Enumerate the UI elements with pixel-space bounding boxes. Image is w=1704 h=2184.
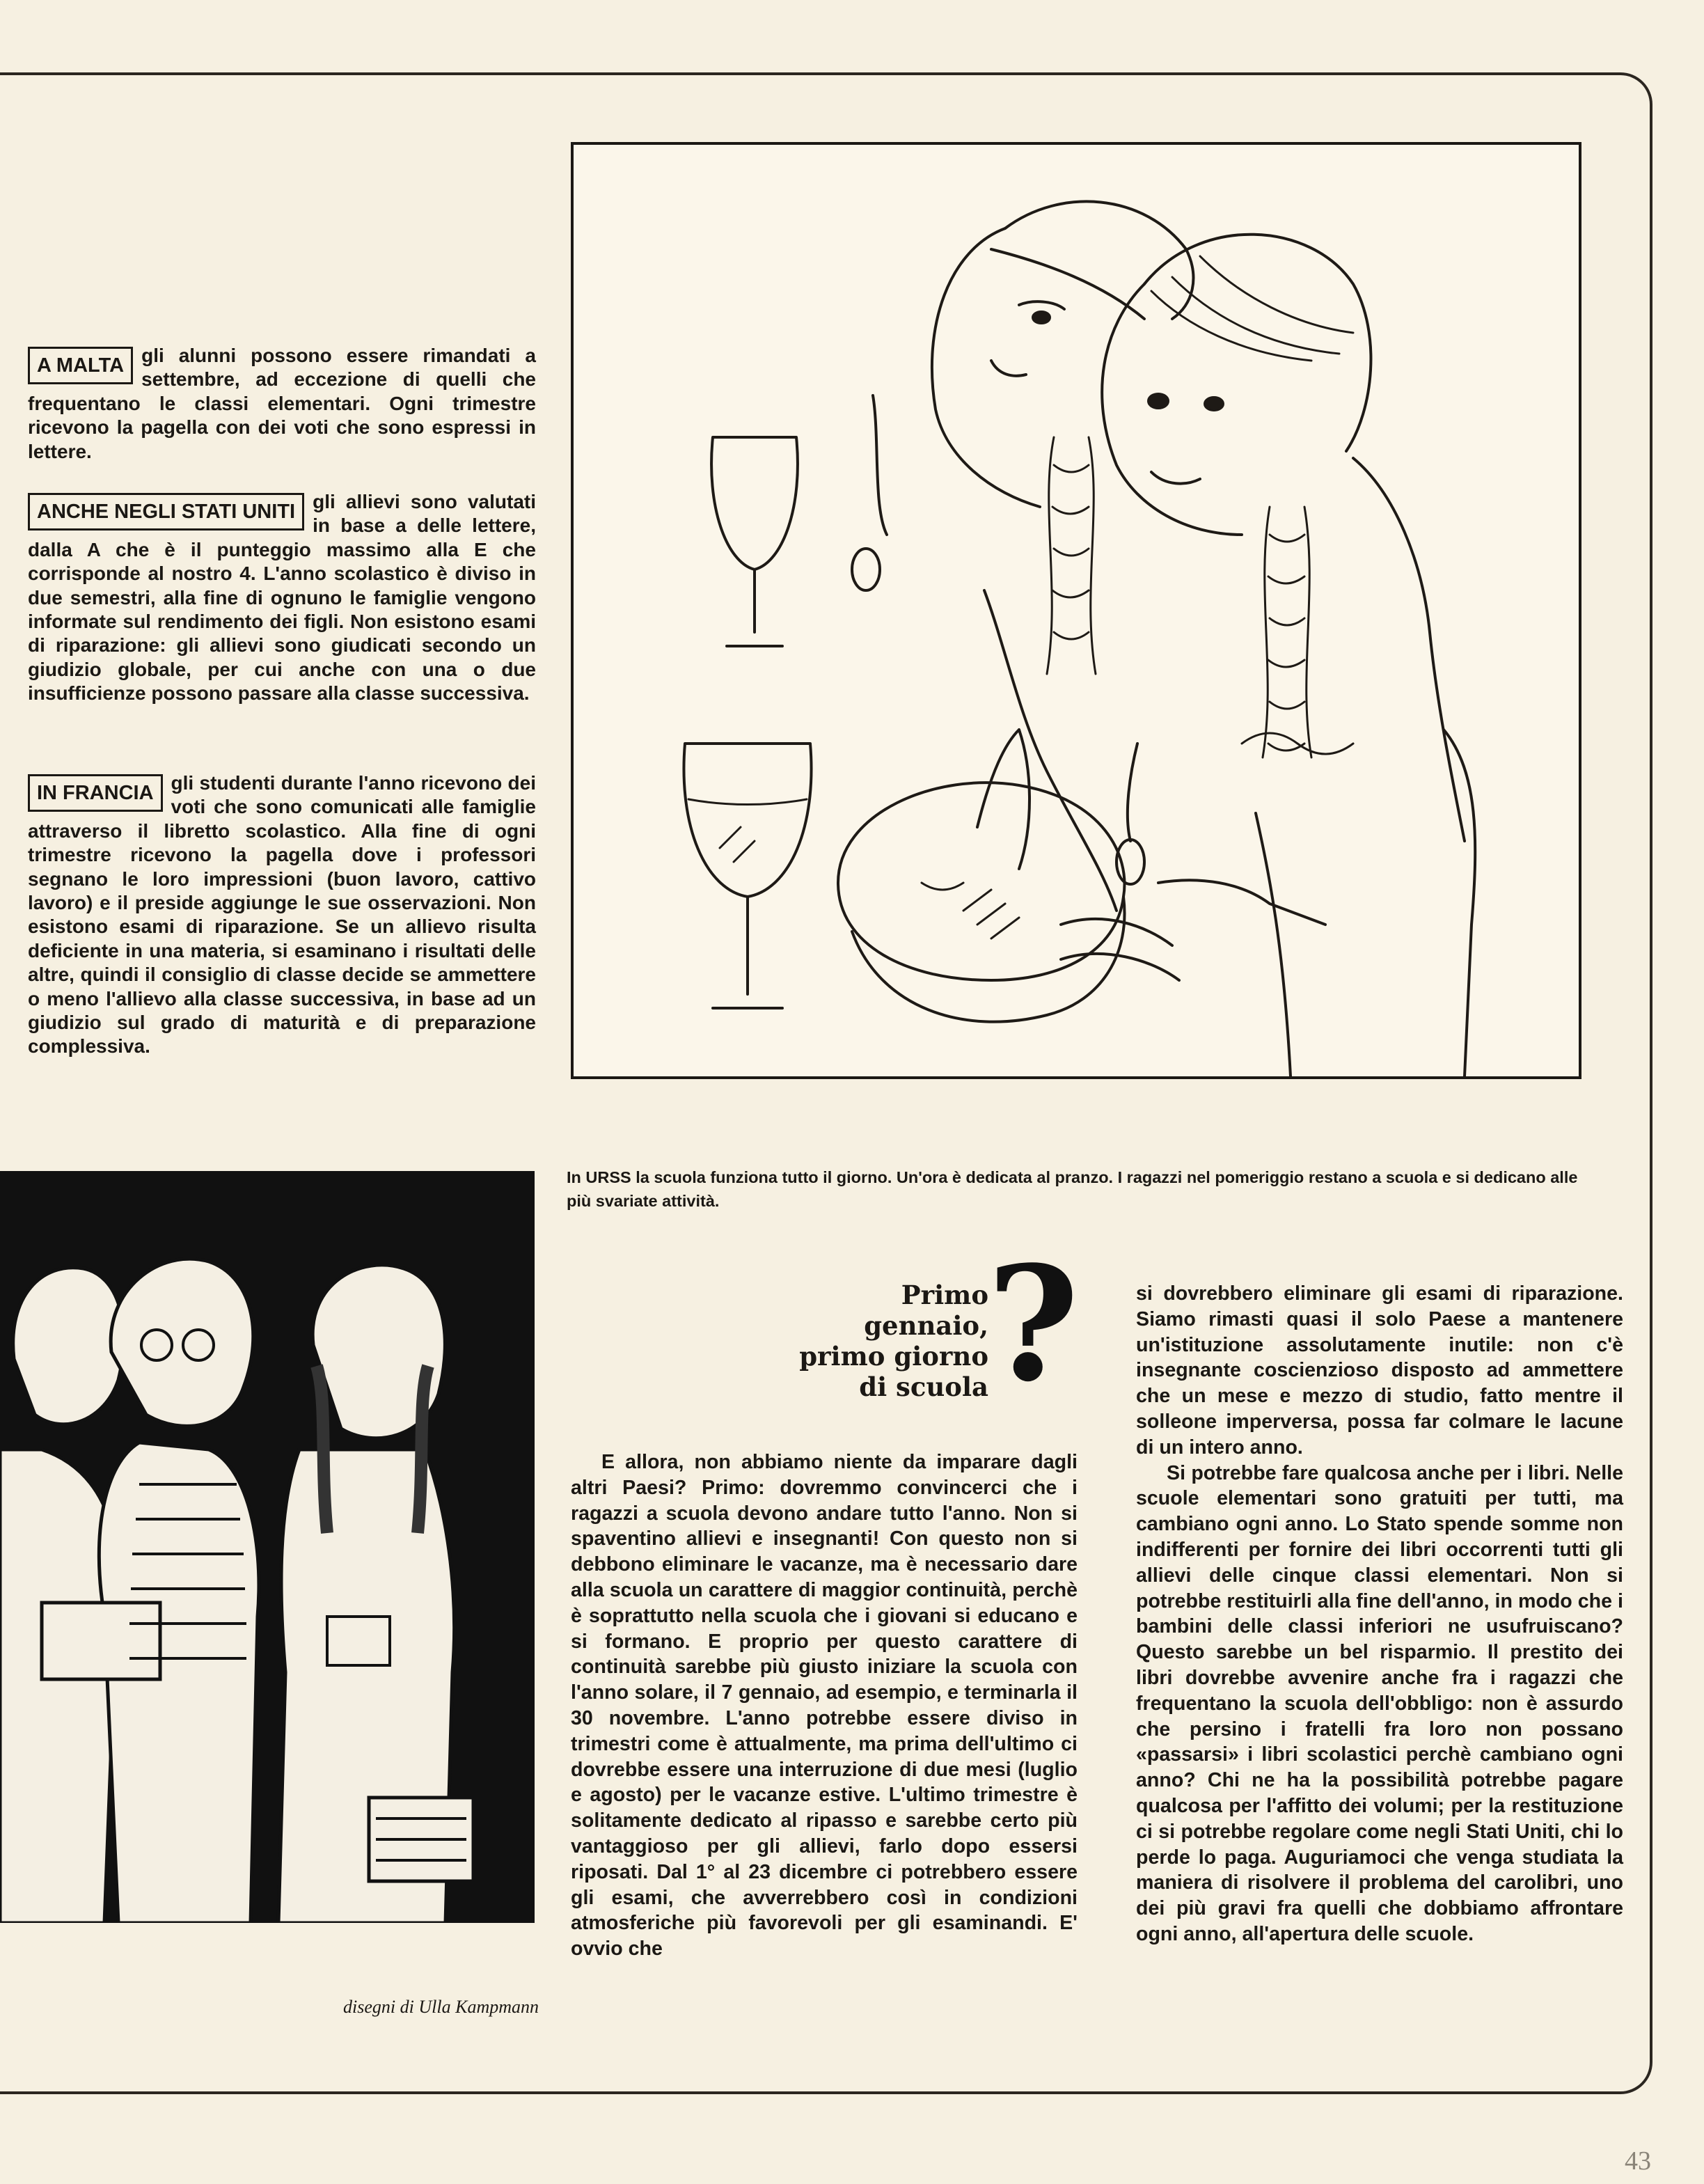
- wine-glass: [711, 437, 798, 569]
- article-paragraph: Si potrebbe fare qualcosa anche per i libri. Nelle scuole elementari sono gratuiti per tutti, ma cambiano ogni anno. Lo Stato spende somme non indifferenti per fornire dei libri occorrenti tutti gli allievi delle cinque classi elementari. Non si potrebbe restituirli alla fine dell'anno, in modo che i bambini delle classi inferiori ne usufruiscano? Questo sarebbe un bel risparmio. Il prestito dei libri dovrebbe avvenire anche fra i ragazzi che frequentano la scuola dell'obbligo: non è assurdo che persino i fratelli fra loro non possano «passarsi» i libri scolastici perchè cambiano ogni anno? Chi ne ha la possibilità potrebbe pagare qualcosa per l'affitto dei volumi; per la restituzione ci si potrebbe regolare come negli Stati Uniti, chi lo perde lo paga. Auguriamoci che venga studiata la maniera di risolvere il problema del carolibri, uno dei più gravi fra quelli che dobbiamo affrontare ogni anno, all'apertura delle scuole.: [1136, 1461, 1623, 1945]
- section-france: [28, 771, 536, 1059]
- headline-line: primo giorno: [799, 1341, 988, 1372]
- illustration-caption: In URSS la scuola funziona tutto il giorno. Un'ora è dedicata al pranzo. I ragazzi nel pomeriggio restano a scuola e si dedicano alle più svariate attività.: [567, 1168, 1578, 1210]
- illustration-credit: disegni di Ulla Kampmann: [343, 1997, 539, 2017]
- drawing-girls-lunch: [574, 145, 1579, 1076]
- drawing-children-books: [0, 1171, 535, 1923]
- headline-line: di scuola: [859, 1372, 988, 1402]
- page-number: 43: [1625, 2146, 1651, 2176]
- back-girl-face: [932, 228, 1040, 507]
- article-headline: [738, 1280, 988, 1402]
- question-mark-icon: ?: [987, 1232, 1080, 1417]
- label-france: IN FRANCIA: [28, 774, 163, 812]
- headline-line: Primo: [901, 1280, 988, 1310]
- boy-striped-shirt: [99, 1443, 259, 1923]
- text-france: gli studenti durante l'anno ricevono dei voti che sono comunicati alle famiglie attraverso il libretto scolastico. Alla fine di ogni trimestre ricevono la pagella dove i professori segnano le loro impressioni (buon lavoro, cattivo lavoro) e il preside aggiunge le sue osservazioni. Non esistono esami di riparazione. Se un allievo risulta deficiente in una materia, si esaminano i risultati delle altre, quindi il consiglio di classe decide se ammettere o meno l'allievo alla classe successiva, in base ad un giudizio sul grado di maturità e di preparazione complessiva.: [28, 772, 536, 1058]
- label-usa: ANCHE NEGLI STATI UNITI: [28, 493, 304, 531]
- article-paragraph: si dovrebbero eliminare gli esami di riparazione. Siamo rimasti quasi il solo Paese a mantenere un'istituzione assolutamente inutile: non c'è insegnante coscienzioso disposto ad ammettere che un mese e mezzo di studio, fatto mentre il solleone imperversa, possa far colmare le lacune di un intero anno.: [1136, 1282, 1623, 1459]
- article-column-left: [571, 1450, 1078, 1962]
- illustration-children-books: [0, 1171, 535, 1923]
- section-malta: [28, 344, 536, 464]
- boy-left-head: [13, 1268, 124, 1424]
- illustration-girls-lunch: [571, 142, 1581, 1079]
- headline-line: gennaio,: [864, 1310, 988, 1341]
- text-malta: gli alunni possono essere rimandati a settembre, ad eccezione di quelli che frequentano le classi elementari. Ogni trimestre ricevono la pagella con dei voti che sono espressi in lettere.: [28, 345, 536, 462]
- book-stack-left: [42, 1603, 160, 1679]
- text-usa: gli allievi sono valutati in base a delle lettere, dalla A che è il punteggio massimo alla E che corrisponde al nostro 4. L'anno scolastico è diviso in due semestri, alla fine di ognuno le famiglie vengono informate sul rendimento dei figli. Non esistono esami di riparazione: gli allievi sono giudicati secondo un giudizio globale, per cui anche con una o due insufficienze possono passare alla classe successiva.: [28, 491, 536, 705]
- article-column-right: [1136, 1281, 1623, 1947]
- section-usa: [28, 490, 536, 706]
- label-malta: A MALTA: [28, 347, 133, 384]
- article-paragraph: E allora, non abbiamo niente da imparare dagli altri Paesi? Primo: dovremmo convincerci che i ragazzi a scuola devono andare tutto l'anno. Non si spaventino allievi e insegnanti! Con questo non si debbono eliminare le vacanze, ma è necessario dare alla scuola un carattere di maggior continuità, perchè è soprattutto nella scuola che i giovani si educano e si formano. E proprio per questo carattere di continuità sarebbe più giusto iniziare la scuola con l'anno solare, il 7 gennaio, ad esempio, e terminarla il 30 novembre. L'anno potrebbe essere diviso in trimestri come è attualmente, ma prima dell'ultimo ci dovrebbe essere una interruzione di due mesi (luglio e agosto) per le vacanze estive. L'ultimo trimestre è solitamente dedicato al ripasso e sarebbe certo più vantaggioso per gli allievi, farlo dopo essersi riposati. Dal 1° al 23 dicembre ci potrebbero essere gli esami, che avverrebbero così in condizioni atmosferiche più favorevoli per gli esaminandi. E' ovvio che: [571, 1451, 1078, 1961]
